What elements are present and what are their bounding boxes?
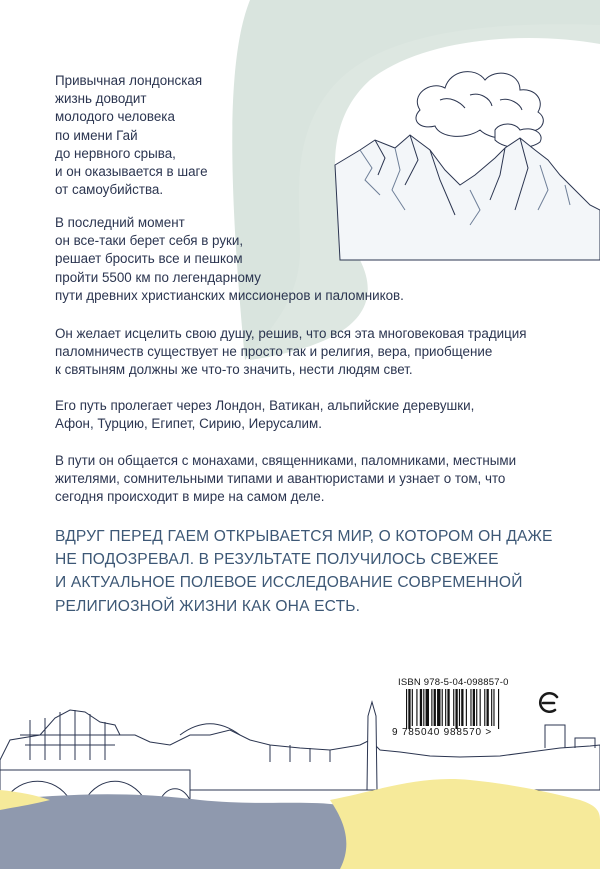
- description-paragraph-4: [55, 397, 474, 433]
- barcode-bar: [442, 689, 443, 726]
- barcode-bar: [466, 689, 467, 726]
- river-water: [0, 792, 364, 869]
- barcode-bar: [473, 689, 475, 726]
- publisher-logo-icon: [536, 690, 562, 716]
- isbn-barcode: [392, 677, 530, 741]
- description-paragraph-2: [55, 214, 404, 305]
- description-paragraph-5: [55, 452, 516, 507]
- barcode-bar: [470, 689, 471, 726]
- barcode-bar: [498, 689, 499, 729]
- barcode-bar: [455, 689, 457, 729]
- barcode-bar: [437, 689, 440, 726]
- barcode-bar: [487, 689, 489, 726]
- paragraph-text: Его путь пролегает через Лондон, Ватикан, альпийские деревушки, Афон, Турцию, Египет, Сирию, Иерусалим.: [55, 398, 475, 432]
- isbn-label: ISBN 978-5-04-098857-0: [398, 677, 509, 688]
- barcode-bar: [431, 689, 432, 726]
- barcode-bar: [493, 689, 494, 726]
- barcode-bar: [491, 689, 492, 726]
- barcode-bar: [453, 689, 454, 726]
- paragraph-text: В пути он общается с монахами, священниками, паломниками, местными жителями, сомнительными типами и авантюристами и узнает о том, что сегодня происходит в мире на самом деле.: [55, 453, 517, 505]
- barcode-bars: [392, 677, 530, 729]
- barcode-bar: [447, 689, 449, 726]
- description-paragraph-3: [55, 325, 527, 380]
- barcode-bar: [461, 689, 463, 726]
- barcode-bar: [426, 689, 429, 726]
- barcode-bar: [412, 689, 413, 726]
- barcode-bar: [476, 689, 477, 726]
- barcode-digits: 9 785040 988570 >: [392, 727, 493, 738]
- barcode-bar: [434, 689, 436, 726]
- yellow-field: [330, 779, 600, 869]
- barcode-bar: [406, 689, 407, 729]
- paragraph-text: В последний момент он все-таки берет себя в руки, решает бросить все и пешком пройти 5500 км по легендарному пути древних христианских миссионеров и паломников.: [55, 215, 404, 303]
- clouds-drawing: [416, 72, 543, 148]
- barcode-bar: [480, 689, 481, 726]
- paragraph-text: Он желает исцелить свою душу, решив, что вся эта многовековая традиция паломничеств существует не просто так и религия, вера, приобщение к святыням должны же что-то значить, нести людям свет.: [55, 326, 527, 378]
- barcode-bar: [420, 689, 422, 726]
- barcode-bar: [484, 689, 485, 726]
- paragraph-text: Привычная лондонская жизнь доводит молодого человека по имени Гай до нервного срыва, и он оказывается в шаге от самоубийства.: [55, 73, 208, 198]
- description-paragraph-1: [55, 72, 208, 199]
- barcode-bar: [408, 689, 410, 729]
- barcode-bar: [445, 689, 446, 726]
- headline-tagline: ВДРУГ ПЕРЕД ГАЕМ ОТКРЫВАЕТСЯ МИР, О КОТОРОМ ОН ДАЖЕ НЕ ПОДОЗРЕВАЛ. В РЕЗУЛЬТАТЕ ПОЛУЧИЛОСЬ СВЕЖЕЕ И АКТУАЛЬНОЕ ПОЛЕВОЕ ИССЛЕДОВАНИЕ СОВРЕМЕННОЙ РЕЛИГИОЗНОЙ ЖИЗНИ КАК ОНА ЕСТЬ.: [55, 528, 553, 615]
- barcode-bar: [423, 689, 424, 726]
- obelisk: [367, 702, 377, 790]
- barcode-bar: [416, 689, 417, 726]
- barcode-bar: [459, 689, 460, 726]
